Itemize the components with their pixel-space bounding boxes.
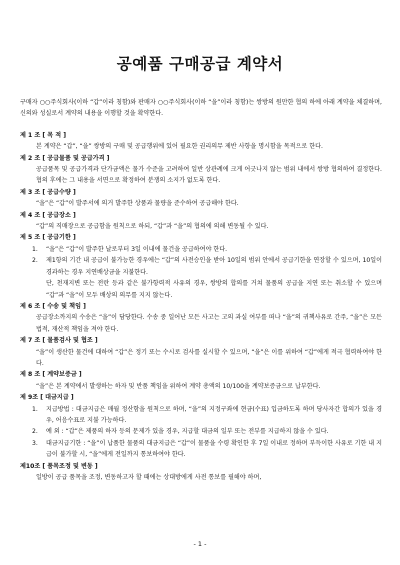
article-4 — [20, 210, 382, 233]
item-number: 3. — [32, 439, 38, 447]
article-body: “을”이 생산한 물건에 대하여 “갑”은 정기 또는 수시로 검사를 실시할 수 있으며, “을”은 이를 위하여 “갑”에게 적극 협력하여야 한다. — [36, 348, 382, 367]
item-text: “을”은 “갑”이 발주한 날로부터 3일 이내에 물건을 공급하여야 한다. — [46, 245, 228, 253]
article-heading: 제 9조 [ 대금지급 ] — [20, 394, 74, 402]
article-heading: 제10조 [ 품목조정 및 변동 ] — [20, 462, 98, 470]
article-heading: 제 1 조 [ 목 적 ] — [20, 131, 67, 139]
article-body: “갑”의 직매장으로 공급함을 원칙으로 하되, “갑”과 “을”의 협의에 의해 변동될 수 있다. — [36, 223, 269, 231]
article-heading: 제 7 조 [ 물품검사 및 협조 ] — [20, 337, 98, 345]
article-heading: 제 5 조 [ 공급기한 ] — [20, 234, 76, 242]
document-body — [20, 97, 382, 483]
intro-paragraph: 구매자 ○○주식회사(이하 “갑”이라 칭함)와 판매자 ○○주식회사(이하 “을”이라 칭함)는 쌍방의 원만한 협의 하에 아래 계약을 체결하며, 신의와 성실로서 계약의 내용을 이행할 것을 확약한다. — [20, 99, 382, 118]
article-6 — [20, 301, 382, 335]
article-item — [32, 426, 382, 437]
article-body: 공급장소까지의 수송은 “을”이 담당한다. 수송 중 일어난 모든 사고는 고의 과실 여부를 떠나 “을”의 귀책사유로 간주, “을”은 모든 법적, 재산적 책임을 져야 한다. — [36, 314, 382, 333]
item-text: 대금지급기한 : “을”이 납품한 물품의 대금지급은 “갑”이 물품을 수령 확인한 후 7일 이내로 정하며 부득이한 사유로 기한 내 지급이 불가할 시, “을”에게 전일까지 통보하여야 한다. — [46, 439, 382, 459]
item-text: 지급방법 : 대금지급은 매월 정산함을 원칙으로 하며, “을”의 지정구좌에 현금(수표) 입금하도록 하며 당사자간 합의가 있을 경우, 어음수표로 지불 가능하다. — [46, 405, 382, 424]
article-item — [32, 438, 382, 461]
article-1 — [20, 130, 382, 153]
article-7 — [20, 335, 382, 369]
article-8 — [20, 369, 382, 392]
article-item — [32, 255, 382, 278]
item-number: 2. — [32, 428, 38, 436]
item-note: 단, 천재지변 또는 전란 등과 같은 불가항력적 사유의 경우, 쌍방의 합의를 거쳐 물품의 공급을 지연 또는 취소할 수 있으며 “갑”과 “을”이 모두 배상의 의무를 지지 않는다. — [46, 280, 382, 299]
article-heading: 제 3 조 [ 공급수량 ] — [20, 188, 76, 196]
article-2 — [20, 153, 382, 187]
article-heading: 제 2 조 [ 공급물품 및 공급가격 ] — [20, 154, 110, 162]
article-10 — [20, 461, 382, 484]
article-heading: 제 6 조 [ 수송 및 책임 ] — [20, 302, 86, 310]
article-9 — [20, 392, 382, 460]
article-3 — [20, 187, 382, 210]
article-item — [32, 244, 382, 255]
item-number: 2. — [32, 257, 38, 265]
article-body: 일방이 공급 품목을 조정, 변동하고자 할 때에는 상대방에게 사전 통보를 필해야 하며, — [36, 474, 262, 481]
page-number: - 1 - — [193, 540, 207, 548]
item-text: 제1항의 기간 내 공급이 불가능한 경우에는 “갑”의 사전승인을 받아 10일의 범위 안에서 공급기한을 연장할 수 있으며, 10일이 경과하는 경우 지연배상금을 지불한다. — [46, 257, 382, 276]
article-body: 공급품목 및 공급가격과 단가금액은 물가 수준을 고려하여 일반 상관례에 크게 어긋나지 않는 범위 내에서 쌍방 협의하여 결정한다. 협의 후에는 그 내용을 서면으로 확정하여 분쟁의 소지가 없도록 한다. — [36, 166, 382, 185]
item-number: 1. — [32, 245, 38, 253]
article-heading: 제 8 조 [ 계약보증금 ] — [20, 371, 82, 379]
article-body: “을”은 “갑”이 발주서에 의거 발주한 상품과 물량을 준수하여 공급해야 한다. — [36, 200, 239, 208]
article-5 — [20, 232, 382, 300]
article-heading: 제 4 조 [ 공급장소 ] — [20, 211, 76, 219]
article-body: “을”은 본 계약에서 발생하는 하자 및 반품 책임을 위하여 계약 총액의 10/100을 계약보증금으로 납부한다. — [36, 382, 321, 390]
article-body: 본 계약은 “갑”, “을” 쌍방의 구매 및 공급행위에 있어 필요한 권리의무 제반 사항을 명시함을 목적으로 한다. — [36, 143, 323, 151]
item-number: 1. — [32, 405, 38, 413]
article-item — [32, 404, 382, 427]
item-text: 예 외 : “갑”은 제품의 하자 등의 문제가 있을 경우, 지급할 대금의 일부 또는 전부를 지급하지 않을 수 있다. — [46, 428, 329, 436]
document-title: 공예품 구매공급 계약서 — [116, 55, 284, 73]
